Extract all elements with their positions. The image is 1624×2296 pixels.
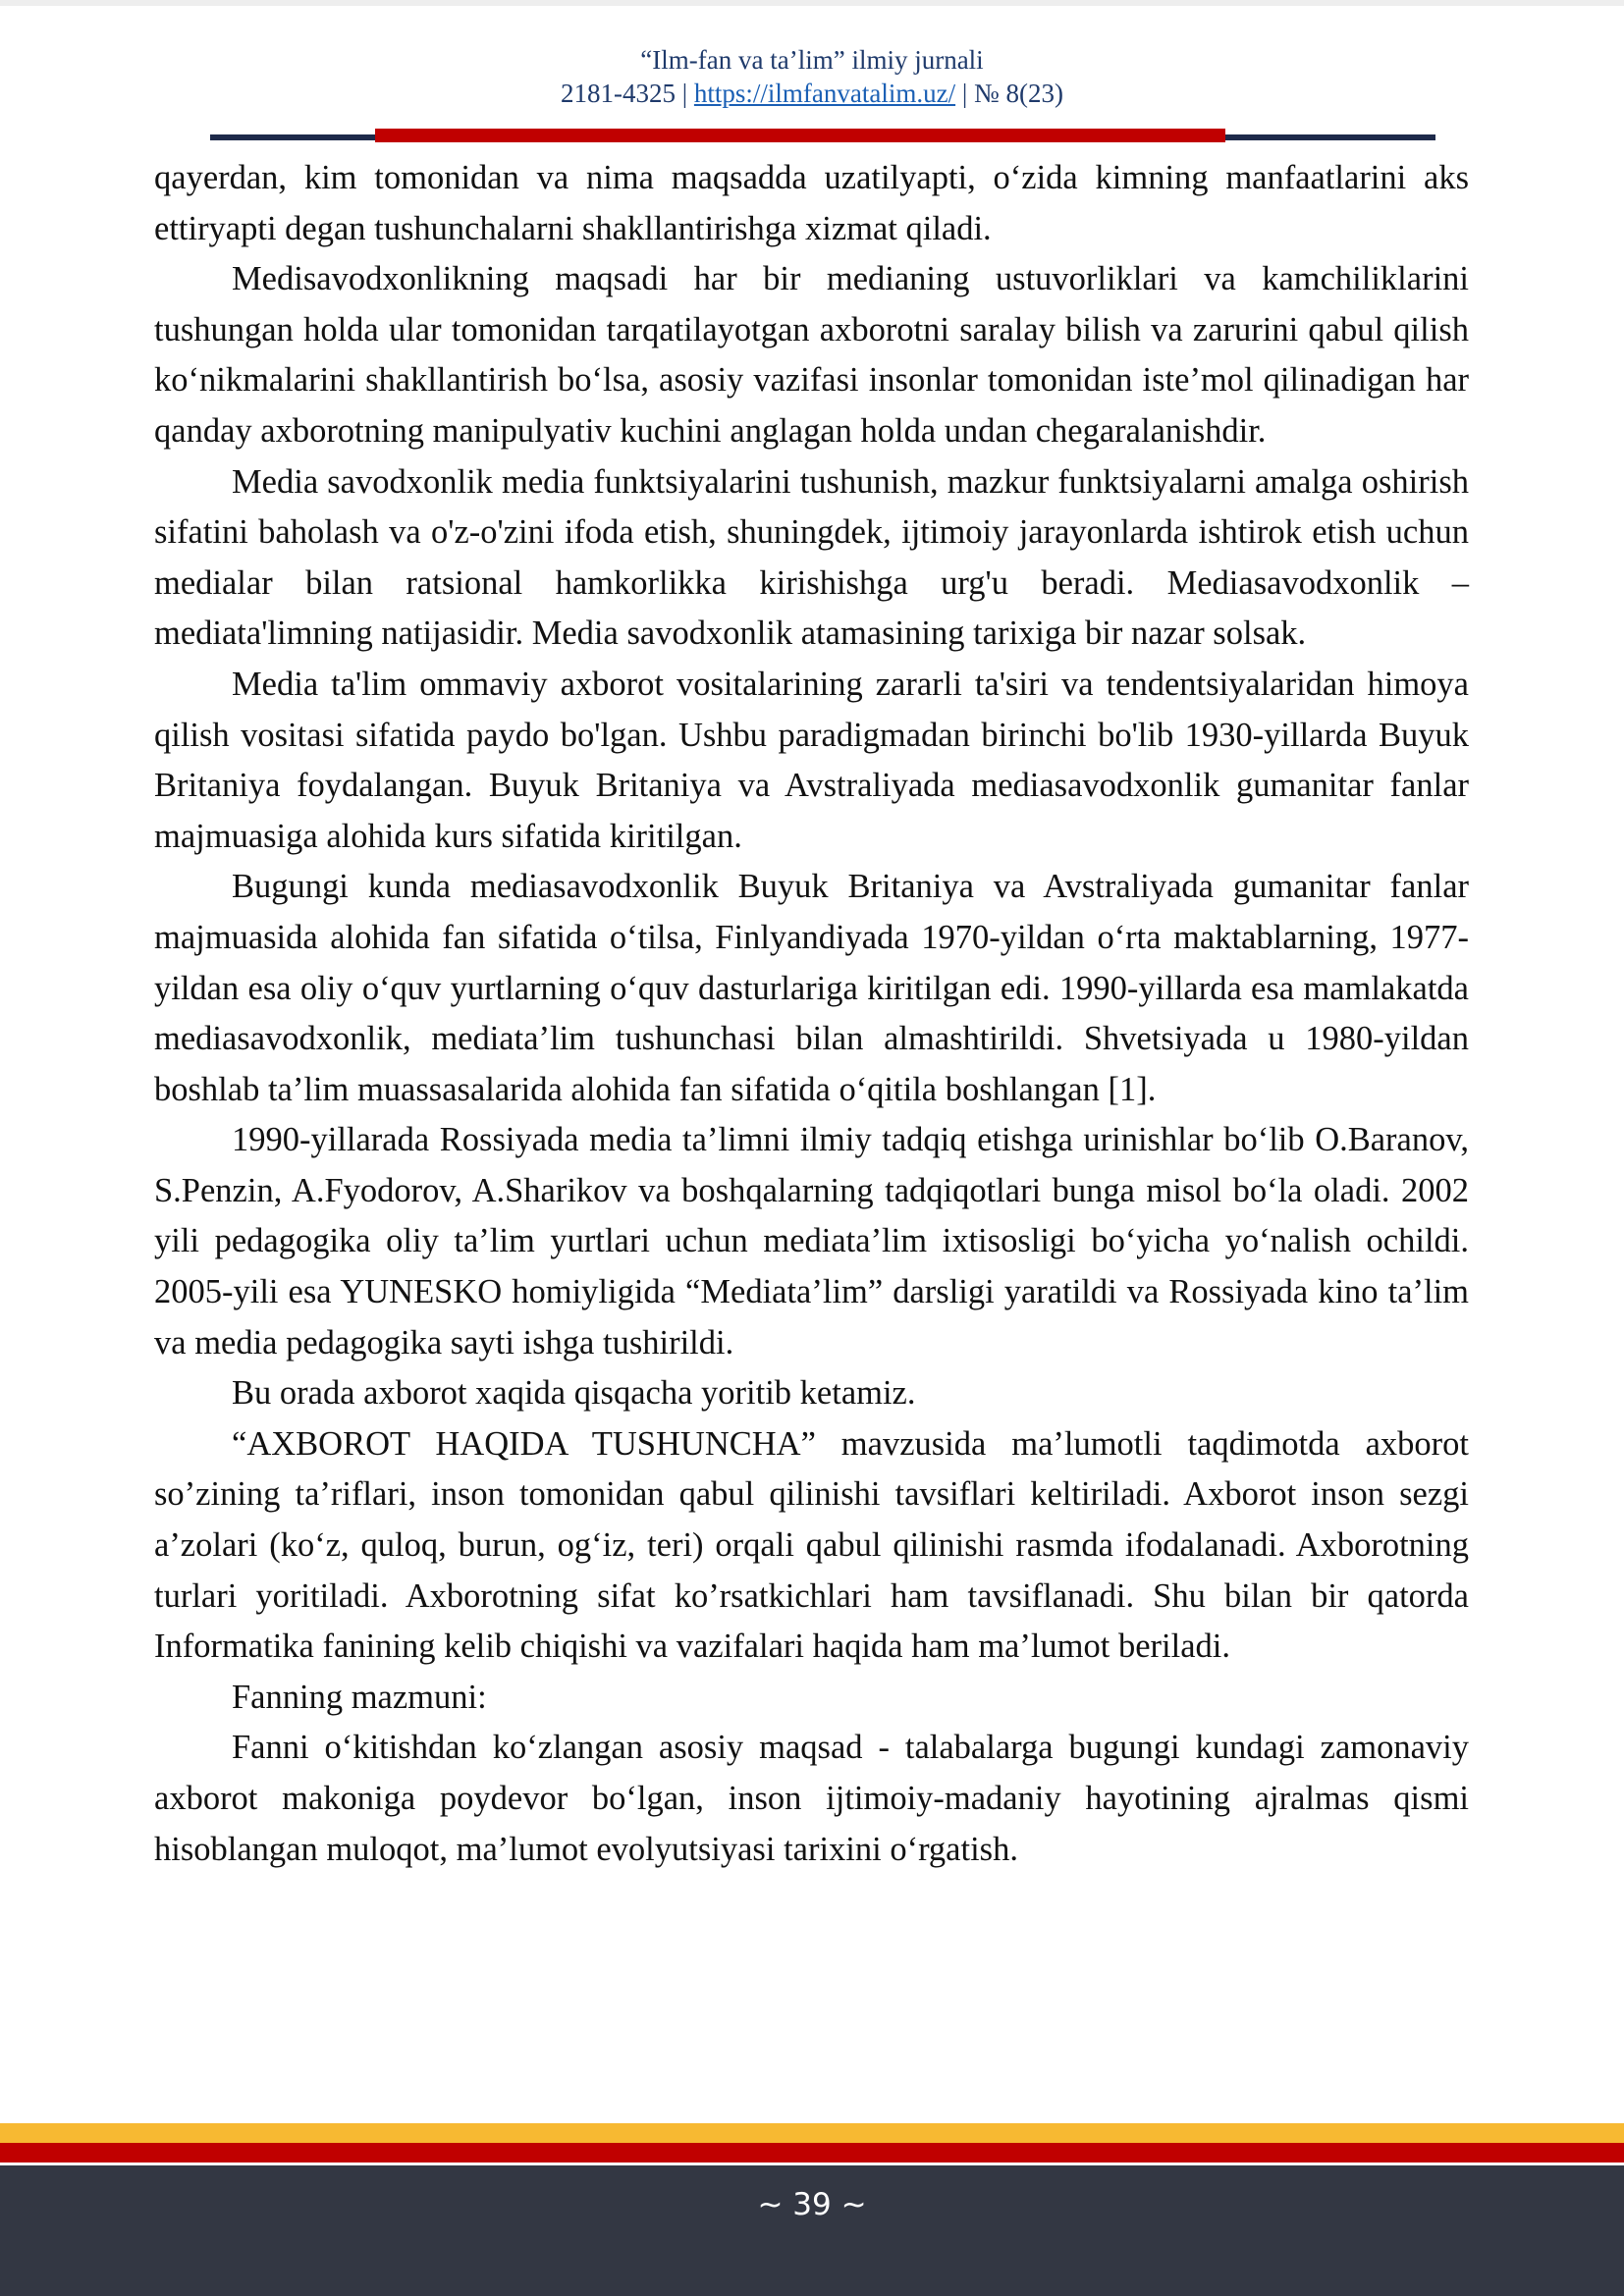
page-number: ~ 39 ~ [757, 2187, 867, 2222]
issn-number: 2181-4325 | [560, 79, 688, 108]
footer-band-red [0, 2143, 1624, 2163]
article-body [154, 153, 1469, 1875]
paragraph: 1990-yillarada Rossiyada media ta’limni ilmiy tadqiq etishga urinishlar bo‘lib O.Baranov, S.Penzin, A.Fyodorov, A.Sharikov va boshqalarning tadqiqotlari bunga misol bo‘la oladi. 2002 yili pedagogika oliy ta’lim yurtlari uchun mediata’lim ixtisosligi bo‘yicha yo‘nalish ochildi. 2005-yili esa YUNESKO homiyligida “Mediata’lim” darsligi yaratildi va Rossiyada kino ta’lim va media pedagogika sayti ishga tushirildi. [154, 1121, 1469, 1362]
paragraph: Fanni o‘kitishdan ko‘zlangan asosiy maqsad - talabalarga bugungi kundagi zamonaviy axborot makoniga poydevor bo‘lgan, inson ijtimoiy-madaniy hayotining ajralmas qismi hisoblangan muloqot, ma’lumot evolyutsiyasi tarixini o‘rgatish. [154, 1729, 1469, 1868]
paragraph: “AXBOROT HAQIDA TUSHUNCHA” mavzusida ma’lumotli taqdimotda axborot so’zining ta’riflari, inson tomonidan qabul qilinishi tavsiflari keltiriladi. Axborot inson sezgi a’zolari (ko‘z, quloq, burun, og‘iz, teri) orqali qabul qilinishi rasmda ifodalanadi. Axborotning turlari yoritiladi. Axborotning sifat ko’rsatkichlari ham tavsiflanadi. Shu bilan bir qatorda Informatika fanining kelib chiqishi va vazifalari haqida ham ma’lumot beriladi. [154, 1424, 1469, 1666]
paragraph: Fanning mazmuni: [232, 1678, 487, 1716]
footer-band-yellow [0, 2123, 1624, 2143]
journal-header [0, 43, 1624, 110]
header-rule-red [375, 129, 1225, 142]
issue-number: | № 8(23) [955, 79, 1063, 108]
journal-url-link[interactable]: https://ilmfanvatalim.uz/ [693, 79, 956, 108]
journal-title: “Ilm-fan va ta’lim” ilmiy jurnali [640, 45, 984, 75]
top-strip [0, 0, 1624, 6]
paragraph: Bu orada axborot xaqida qisqacha yoritib ketamiz. [232, 1374, 916, 1413]
paragraph: Media ta'lim ommaviy axborot vositalarining zararli ta'siri va tendentsiyalaridan himoya qilish vositasi sifatida paydo bo'lgan. Ushbu paradigmadan birinchi bo'lib 1930-yillarda Buyuk Britaniya foydalangan. Buyuk Britaniya va Avstraliyada mediasavodxonlik gumanitar fanlar majmuasiga alohida kurs sifatida kiritilgan. [154, 665, 1469, 855]
issn-line [0, 77, 1624, 110]
paragraph: Bugungi kunda mediasavodxonlik Buyuk Britaniya va Avstraliyada gumanitar fanlar majmuasida alohida fan sifatida o‘tilsa, Finlyandiyada 1970-yildan o‘rta maktablarning, 1977-yildan esa oliy o‘quv yurtlarning o‘quv dasturlariga kiritilgan edi. 1990-yillarda esa mamlakatda mediasavodxonlik, mediata’lim tushunchasi bilan almashtirildi. Shvetsiyada u 1980-yildan boshlab ta’lim muassasalarida alohida fan sifatida o‘qitila boshlangan [1]. [154, 868, 1469, 1108]
paragraph: Media savodxonlik media funktsiyalarini tushunish, mazkur funktsiyalarni amalga oshirish sifatini baholash va o'z-o'zini ifoda etish, shuningdek, ijtimoiy jarayonlarda ishtirok etish uchun medialar bilan ratsional hamkorlikka kirishishga urg'u beradi. Mediasavodxonlik – mediata'limning natijasidir. Media savodxonlik atamasining tarixiga bir nazar solsak. [154, 462, 1469, 653]
paragraph: qayerdan, kim tomonidan va nima maqsadda uzatilyapti, o‘zida kimning manfaatlarini aks ettiryapti degan tushunchalarni shakllantirishga xizmat qiladi. [154, 159, 1469, 247]
paragraph: Medisavodxonlikning maqsadi har bir medianing ustuvorliklari va kamchiliklarini tushungan holda ular tomonidan tarqatilayotgan axborotni saralay bilish va zarurini qabul qilish ko‘nikmalarini shakllantirish bo‘lsa, asosiy vazifasi insonlar tomonidan iste’mol qilinadigan har qanday axborotning manipulyativ kuchini anglagan holda undan chegaralanishdir. [154, 260, 1469, 450]
